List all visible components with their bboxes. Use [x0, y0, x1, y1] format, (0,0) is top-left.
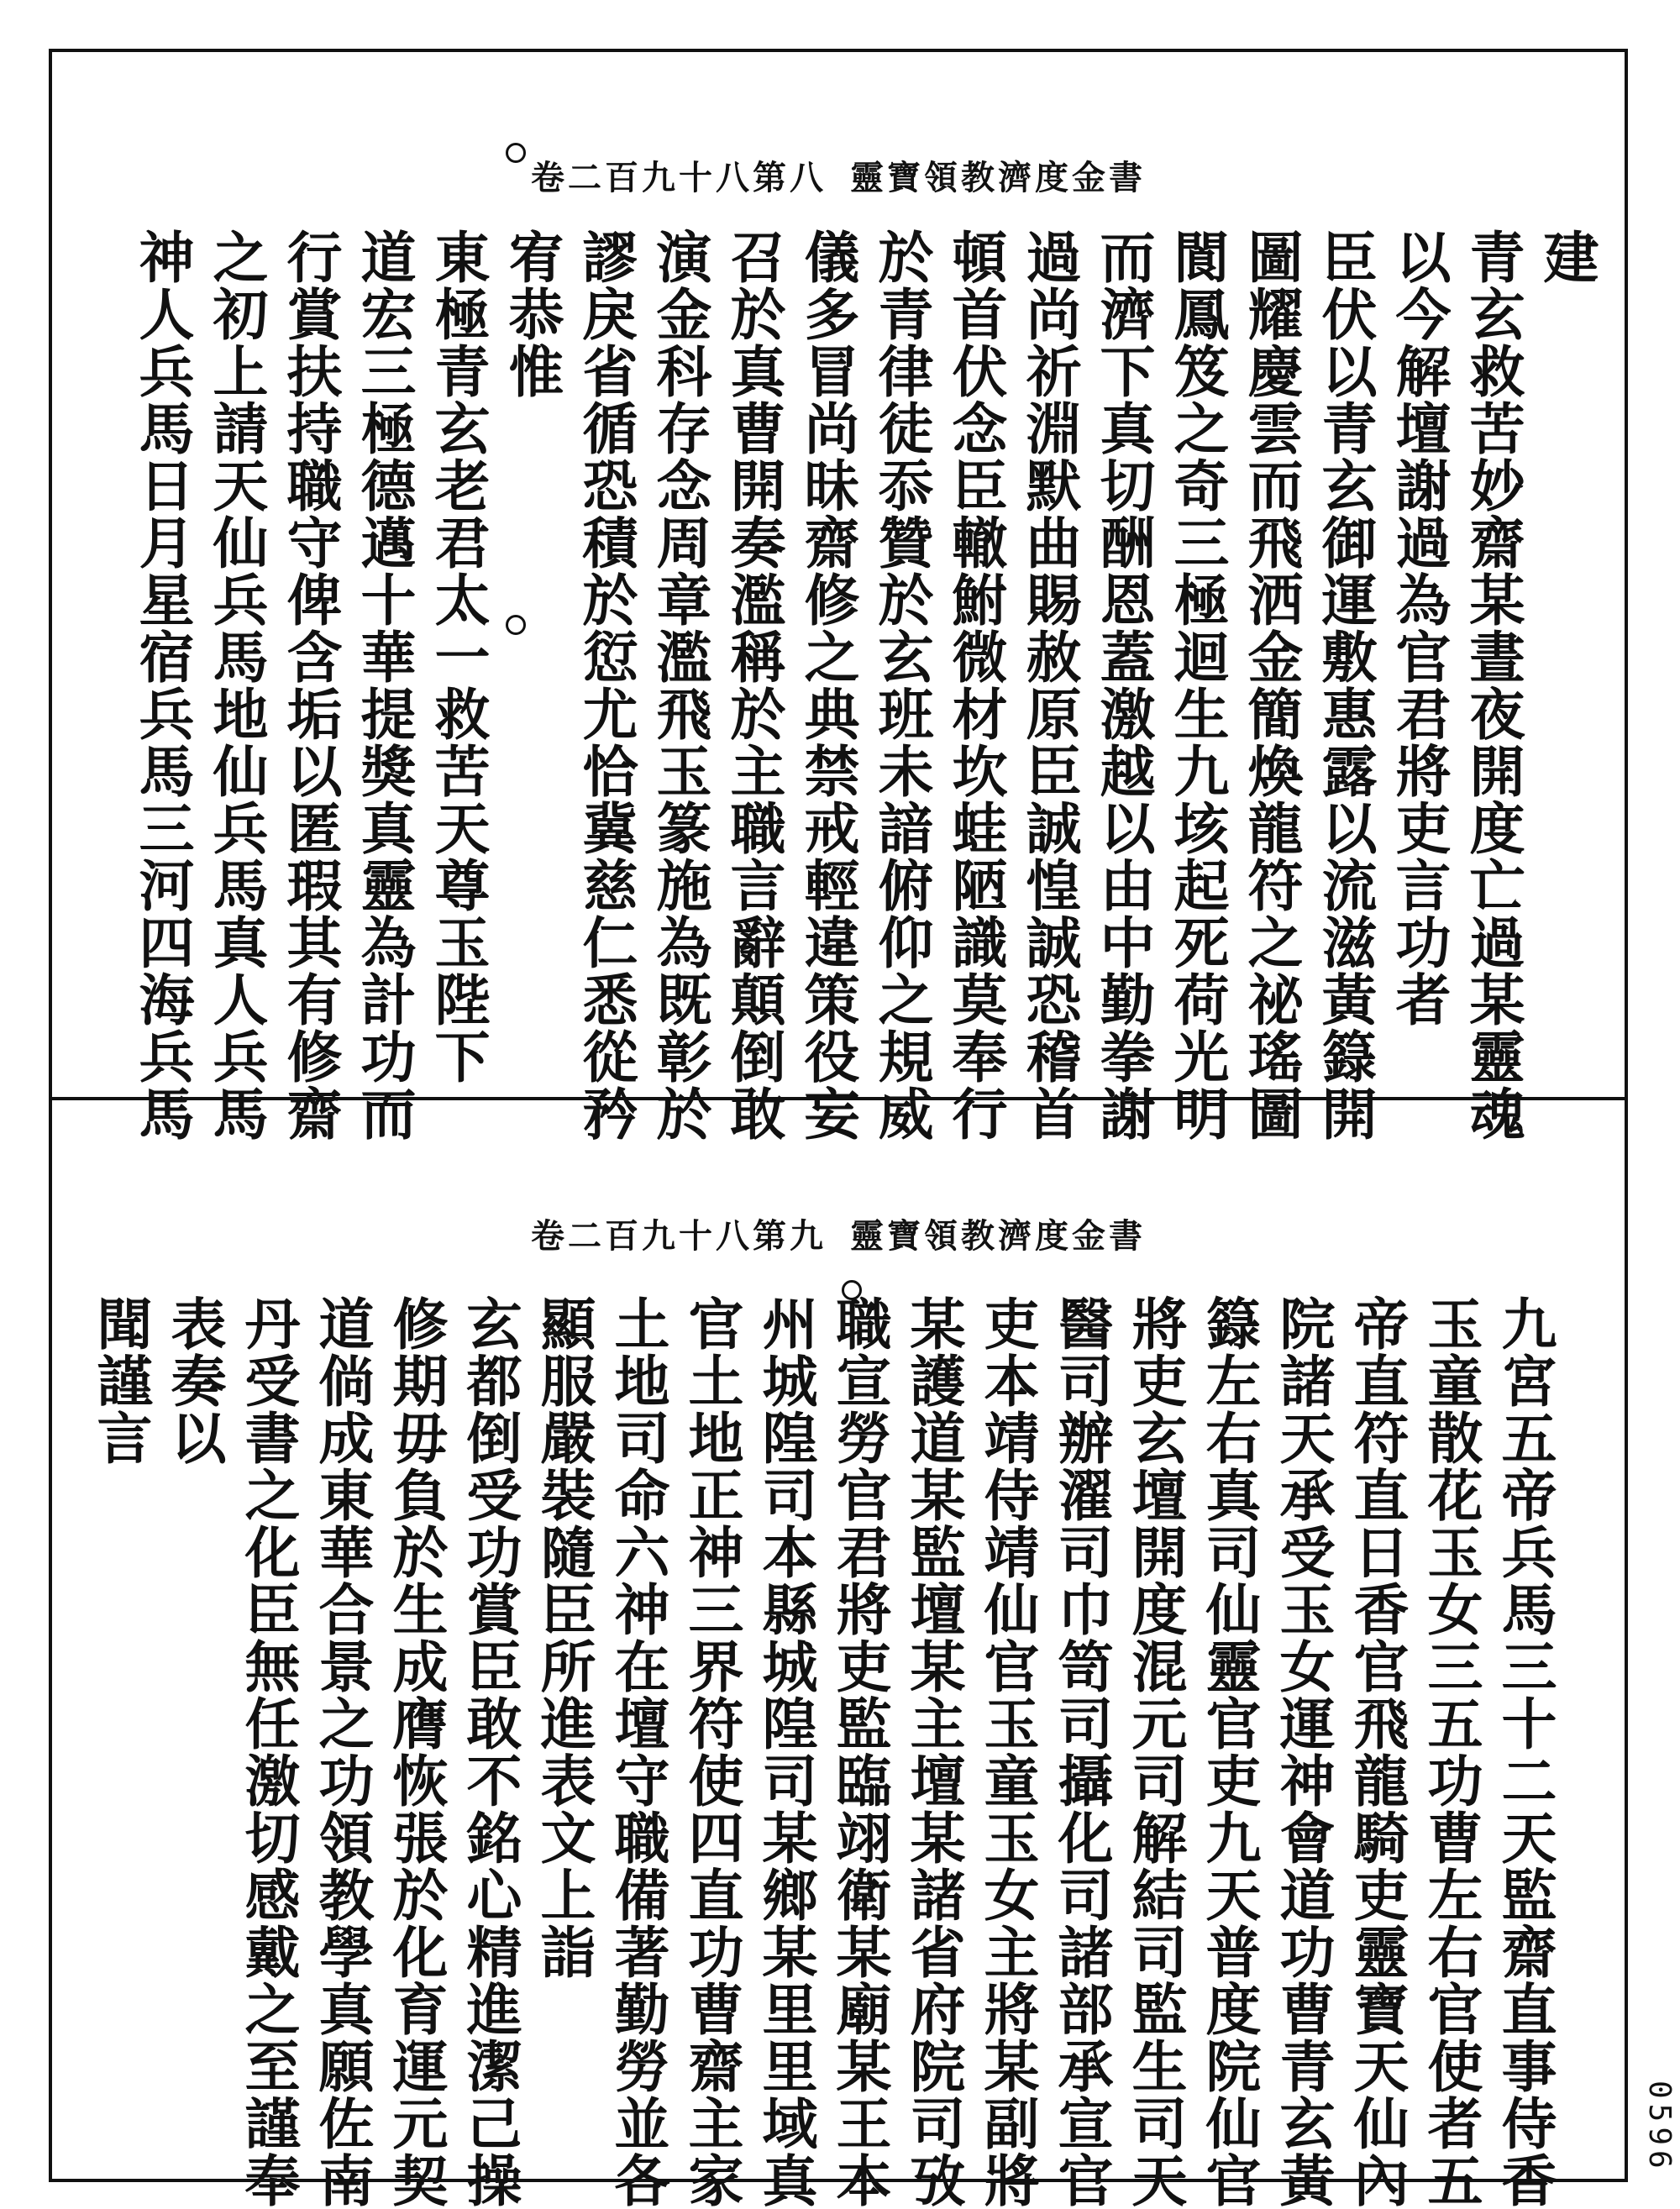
bottom-page: [52, 1102, 1625, 2209]
top-page: [52, 52, 1625, 1142]
text-column: 官土地正神三界符使四直功曹齋主家: [679, 1295, 744, 2209]
text-column: 圖耀慶雲而飛洒金簡煥龍符之祕瑤圖: [1238, 228, 1304, 1142]
text-column: 東極青玄老君太一救苦天尊玉陛下: [425, 228, 491, 1085]
text-column: 臣伏以青玄御運敷惠露以流滋黃籙開: [1312, 228, 1378, 1142]
text-column: 之初上請天仙兵馬地仙兵馬真人兵馬: [203, 228, 269, 1142]
text-column: 召於真曹開奏濫稱於主職言辭顛倒敢: [721, 228, 786, 1142]
text-column: 籙左右真司仙靈官吏九天普度院仙官: [1196, 1295, 1262, 2209]
top-running-header: [52, 151, 1625, 199]
text-column: 頓首伏念臣轍鮒微材坎蛙陋識莫奉行: [942, 228, 1008, 1142]
text-column: 而濟下真切酬恩蓋激越以由中勤拳謝: [1090, 228, 1156, 1142]
text-column: 某護道某監壇某主壇某諸省府院司攷: [900, 1295, 966, 2209]
text-column: 九宮五帝兵馬三十二天監齋直事侍香: [1492, 1295, 1557, 2209]
text-column: 玄都倒受功賞臣敢不銘心精進潔己操: [457, 1295, 522, 2209]
top-header-volume: 卷二百九十八第八: [531, 158, 827, 197]
text-column: 吏本靖侍靖仙官玉童玉女主將某副將: [974, 1295, 1040, 2209]
top-text-columns: [77, 228, 1599, 1142]
text-column: 建: [1534, 228, 1599, 286]
bottom-header-title: 靈寶領教濟度金書: [850, 1216, 1146, 1256]
text-column: 閬鳳笈之奇三極迴生九垓起死荷光明: [1164, 228, 1230, 1142]
text-column: 院諸天承受玉女運神會道功曹青玄黃: [1270, 1295, 1336, 2209]
bottom-header-volume: 卷二百九十八第九: [531, 1216, 827, 1256]
bottom-text-columns: [77, 1295, 1557, 2209]
text-column: 道倘成東華合景之功領教學真願佐南: [309, 1295, 375, 2209]
text-column: 丹受書之化臣無任激切感戴之至謹奉: [235, 1295, 301, 2209]
text-column: 聞謹言: [87, 1295, 153, 1467]
text-column: 宥恭惟: [499, 228, 564, 400]
text-column: 行賞扶持職守俾含垢以匿瑕其有修齋: [277, 228, 343, 1142]
text-column: 演金科存念周章濫飛玉篆施為既彰於: [647, 228, 712, 1142]
text-column: 將吏玄壇開度混元司解結司監生司天: [1122, 1295, 1188, 2209]
page-number: 0596: [1642, 2080, 1677, 2174]
text-column: 顯服嚴裝隨臣所進表文上詣: [531, 1295, 596, 1981]
text-column: 職宣勞官君將吏監臨翊衛某廟某王本: [827, 1295, 892, 2209]
margin-circle-mark: [506, 143, 526, 163]
text-column: 過尚祈淵默曲賜赦原臣誠惶誠恐稽首: [1016, 228, 1082, 1142]
text-column: 州城隍司本縣城隍司某鄉某里里域真: [753, 1295, 818, 2209]
text-column: 謬戾省循恐積於愆尤恰冀慈仁悉從矜: [573, 228, 638, 1142]
text-column: 於青律徒忝贊於玄班未諳俯仰之規威: [869, 228, 934, 1142]
bottom-running-header: [52, 1209, 1625, 1257]
text-column: 帝直符直日香官飛龍騎吏靈寶天仙內: [1344, 1295, 1410, 2209]
text-column: 以今解壇謝過為官君將吏言功者: [1386, 228, 1452, 1028]
text-column: 表奏以: [161, 1295, 227, 1467]
text-column: 神人兵馬日月星宿兵馬三河四海兵馬: [129, 228, 195, 1142]
text-column: 儀多冒尚昧齋修之典禁戒輕違策役妄: [795, 228, 860, 1142]
text-column: 土地司命六神在壇守職備著勤勞並各: [605, 1295, 670, 2209]
text-column: 道宏三極德邁十華提獎真靈為計功而: [351, 228, 417, 1142]
top-header-title: 靈寶領教濟度金書: [850, 158, 1146, 197]
text-column: 醫司辦濯司巾笥司攝化司諸部承宣官: [1048, 1295, 1114, 2209]
text-column: 修期毋負於生成膺恢張於化育運元契: [383, 1295, 449, 2209]
text-column: 玉童散花玉女三五功曹左右官使者五: [1418, 1295, 1483, 2209]
text-column: 青玄救苦妙齋某晝夜開度亡過某靈魂: [1460, 228, 1525, 1142]
